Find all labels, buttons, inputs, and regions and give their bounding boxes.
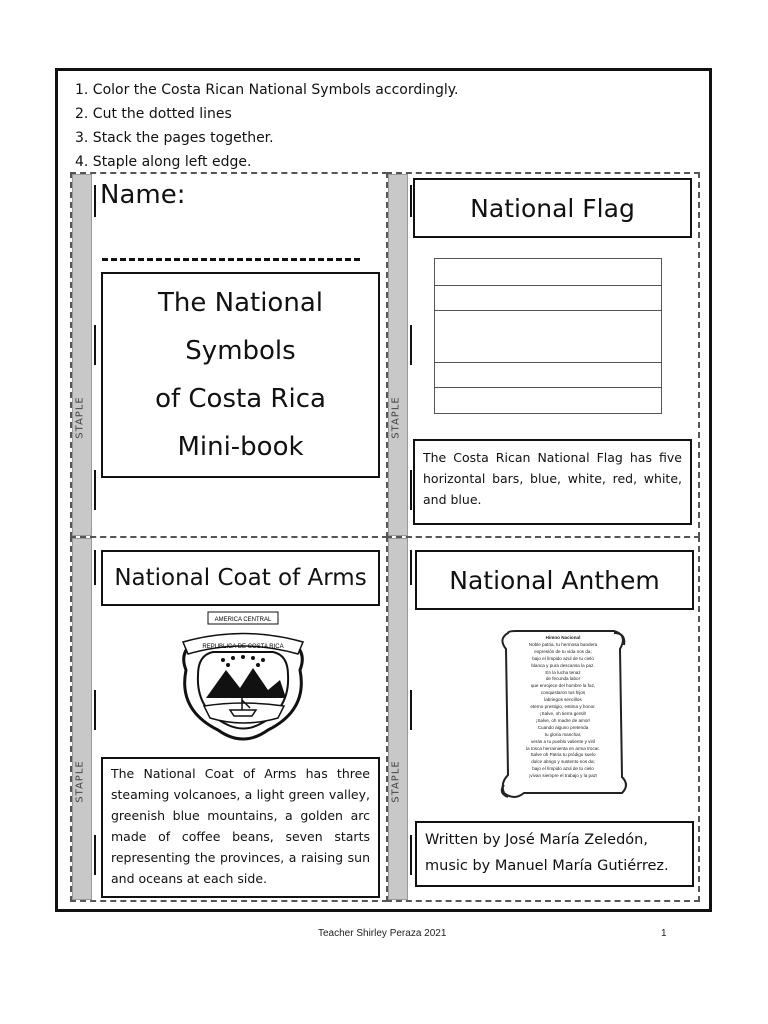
- scroll-line: eterno prestigio, estima y honor.: [530, 704, 596, 710]
- anthem-scroll-image: [494, 625, 632, 803]
- instruction-4: 4. Staple along left edge.: [75, 154, 252, 170]
- minibook-title-line-4: Mini-book: [177, 432, 304, 462]
- scroll-line: blanca y pura descansa la paz.: [531, 662, 595, 668]
- instruction-1: 1. Color the Costa Rican National Symbols accordingly.: [75, 82, 459, 98]
- scroll-line: Noble patria, tu hermosa bandera: [528, 641, 598, 647]
- flag-outline: [434, 258, 662, 414]
- cut-mark: [410, 185, 412, 217]
- flag-title-box: [413, 178, 692, 238]
- scroll-line: bajo el límpido azul de tu cielo: [532, 655, 594, 661]
- footer-credit: Teacher Shirley Peraza 2021: [318, 928, 447, 939]
- scroll-line: bajo el límpido azul de tu cielo: [532, 766, 594, 772]
- coat-title: National Coat of Arms: [114, 565, 367, 591]
- flag-bar-line: [435, 362, 661, 363]
- instruction-3: 3. Stack the pages together.: [75, 130, 274, 146]
- cut-mark: [94, 835, 96, 875]
- scroll-line: que enrojece del hombre la faz,: [530, 683, 596, 689]
- minibook-title-line-1: The National: [158, 288, 323, 318]
- scroll-line: la tosca herramienta en arma trocar.: [526, 745, 600, 751]
- scroll-line: expresión de tu vida nos da;: [534, 648, 592, 654]
- cut-mark: [410, 550, 412, 585]
- coat-description-box: [101, 757, 380, 898]
- flag-description-box: [413, 439, 692, 525]
- minibook-title-box: [101, 272, 380, 478]
- cut-mark: [410, 470, 412, 510]
- cut-mark: [410, 325, 412, 365]
- coat-banner-main-text: REPUBLICA DE COSTA RICA: [202, 644, 284, 650]
- coat-of-arms-image: [168, 610, 318, 750]
- minibook-title-line-2: Symbols: [185, 336, 296, 366]
- staple-label-coat: STAPLE: [74, 760, 86, 803]
- staple-strip-anthem: [388, 538, 408, 900]
- coat-description: The National Coat of Arms has three steaming volcanoes, a light green valley, greenish blue mountains, a golden arc made of coffee beans, seven starts representing the provinces, a raising sun and oceans at each side.: [111, 766, 370, 886]
- anthem-title-box: [415, 550, 694, 610]
- staple-label-cover: STAPLE: [74, 396, 86, 439]
- scroll-line: dulce abrigo y sustento nos da;: [531, 759, 595, 765]
- staple-label-anthem: STAPLE: [390, 760, 402, 803]
- staple-label-flag: STAPLE: [390, 396, 402, 439]
- minibook-title-line-3: of Costa Rica: [155, 384, 326, 414]
- scroll-line: verás a tu pueblo valiente y viril: [530, 738, 596, 744]
- scroll-line: Cuando alguno pretenda: [537, 724, 589, 730]
- name-line: [102, 258, 360, 261]
- cut-mark: [94, 185, 96, 217]
- scroll-line: tu gloria manchar,: [544, 731, 582, 737]
- scroll-line: Salve oh Patria tu pródigo suelo: [530, 752, 596, 758]
- anthem-description-box: [415, 821, 694, 887]
- staple-strip-flag: [388, 174, 408, 536]
- cut-mark: [94, 470, 96, 510]
- flag-bar-line: [435, 387, 661, 388]
- page-number: 1: [661, 928, 667, 939]
- cut-mark: [410, 690, 412, 730]
- scroll-line: En la lucha tenaz: [545, 669, 581, 675]
- instruction-2: 2. Cut the dotted lines: [75, 106, 232, 122]
- flag-bar-line: [435, 310, 661, 311]
- coat-banner-top-text: AMERICA CENTRAL: [214, 617, 272, 623]
- instructions-list: [75, 78, 459, 174]
- scroll-line: labriegos sencillos: [544, 697, 582, 703]
- flag-description: The Costa Rican National Flag has five horizontal bars, blue, white, red, white, and blue.: [423, 450, 682, 507]
- scroll-text: [510, 635, 616, 780]
- cut-mark: [94, 550, 96, 585]
- anthem-description: Written by José María Zeledón, music by Manuel María Gutiérrez.: [425, 832, 669, 874]
- scroll-line: conquistaron tus hijos: [540, 690, 586, 696]
- coat-sea: [204, 703, 284, 723]
- cut-mark: [94, 690, 96, 730]
- scroll-line: Himno Nacional: [545, 635, 581, 640]
- flag-title: National Flag: [470, 193, 635, 223]
- scroll-line: de fecunda labor: [545, 676, 581, 682]
- flag-bar-line: [435, 285, 661, 286]
- staple-strip-cover: [72, 174, 92, 536]
- coat-title-box: [101, 550, 380, 606]
- cut-mark: [410, 835, 412, 875]
- scroll-line: ¡Salve, oh tierra gentil!: [540, 710, 586, 716]
- cut-mark: [94, 325, 96, 365]
- scroll-line: ¡Salve, oh madre de amor!: [535, 717, 591, 723]
- name-label: Name:: [100, 180, 186, 210]
- scroll-line: ¡vivan siempre el trabajo y la paz!: [528, 773, 598, 779]
- anthem-title: National Anthem: [449, 565, 660, 595]
- staple-strip-coat: [72, 538, 92, 900]
